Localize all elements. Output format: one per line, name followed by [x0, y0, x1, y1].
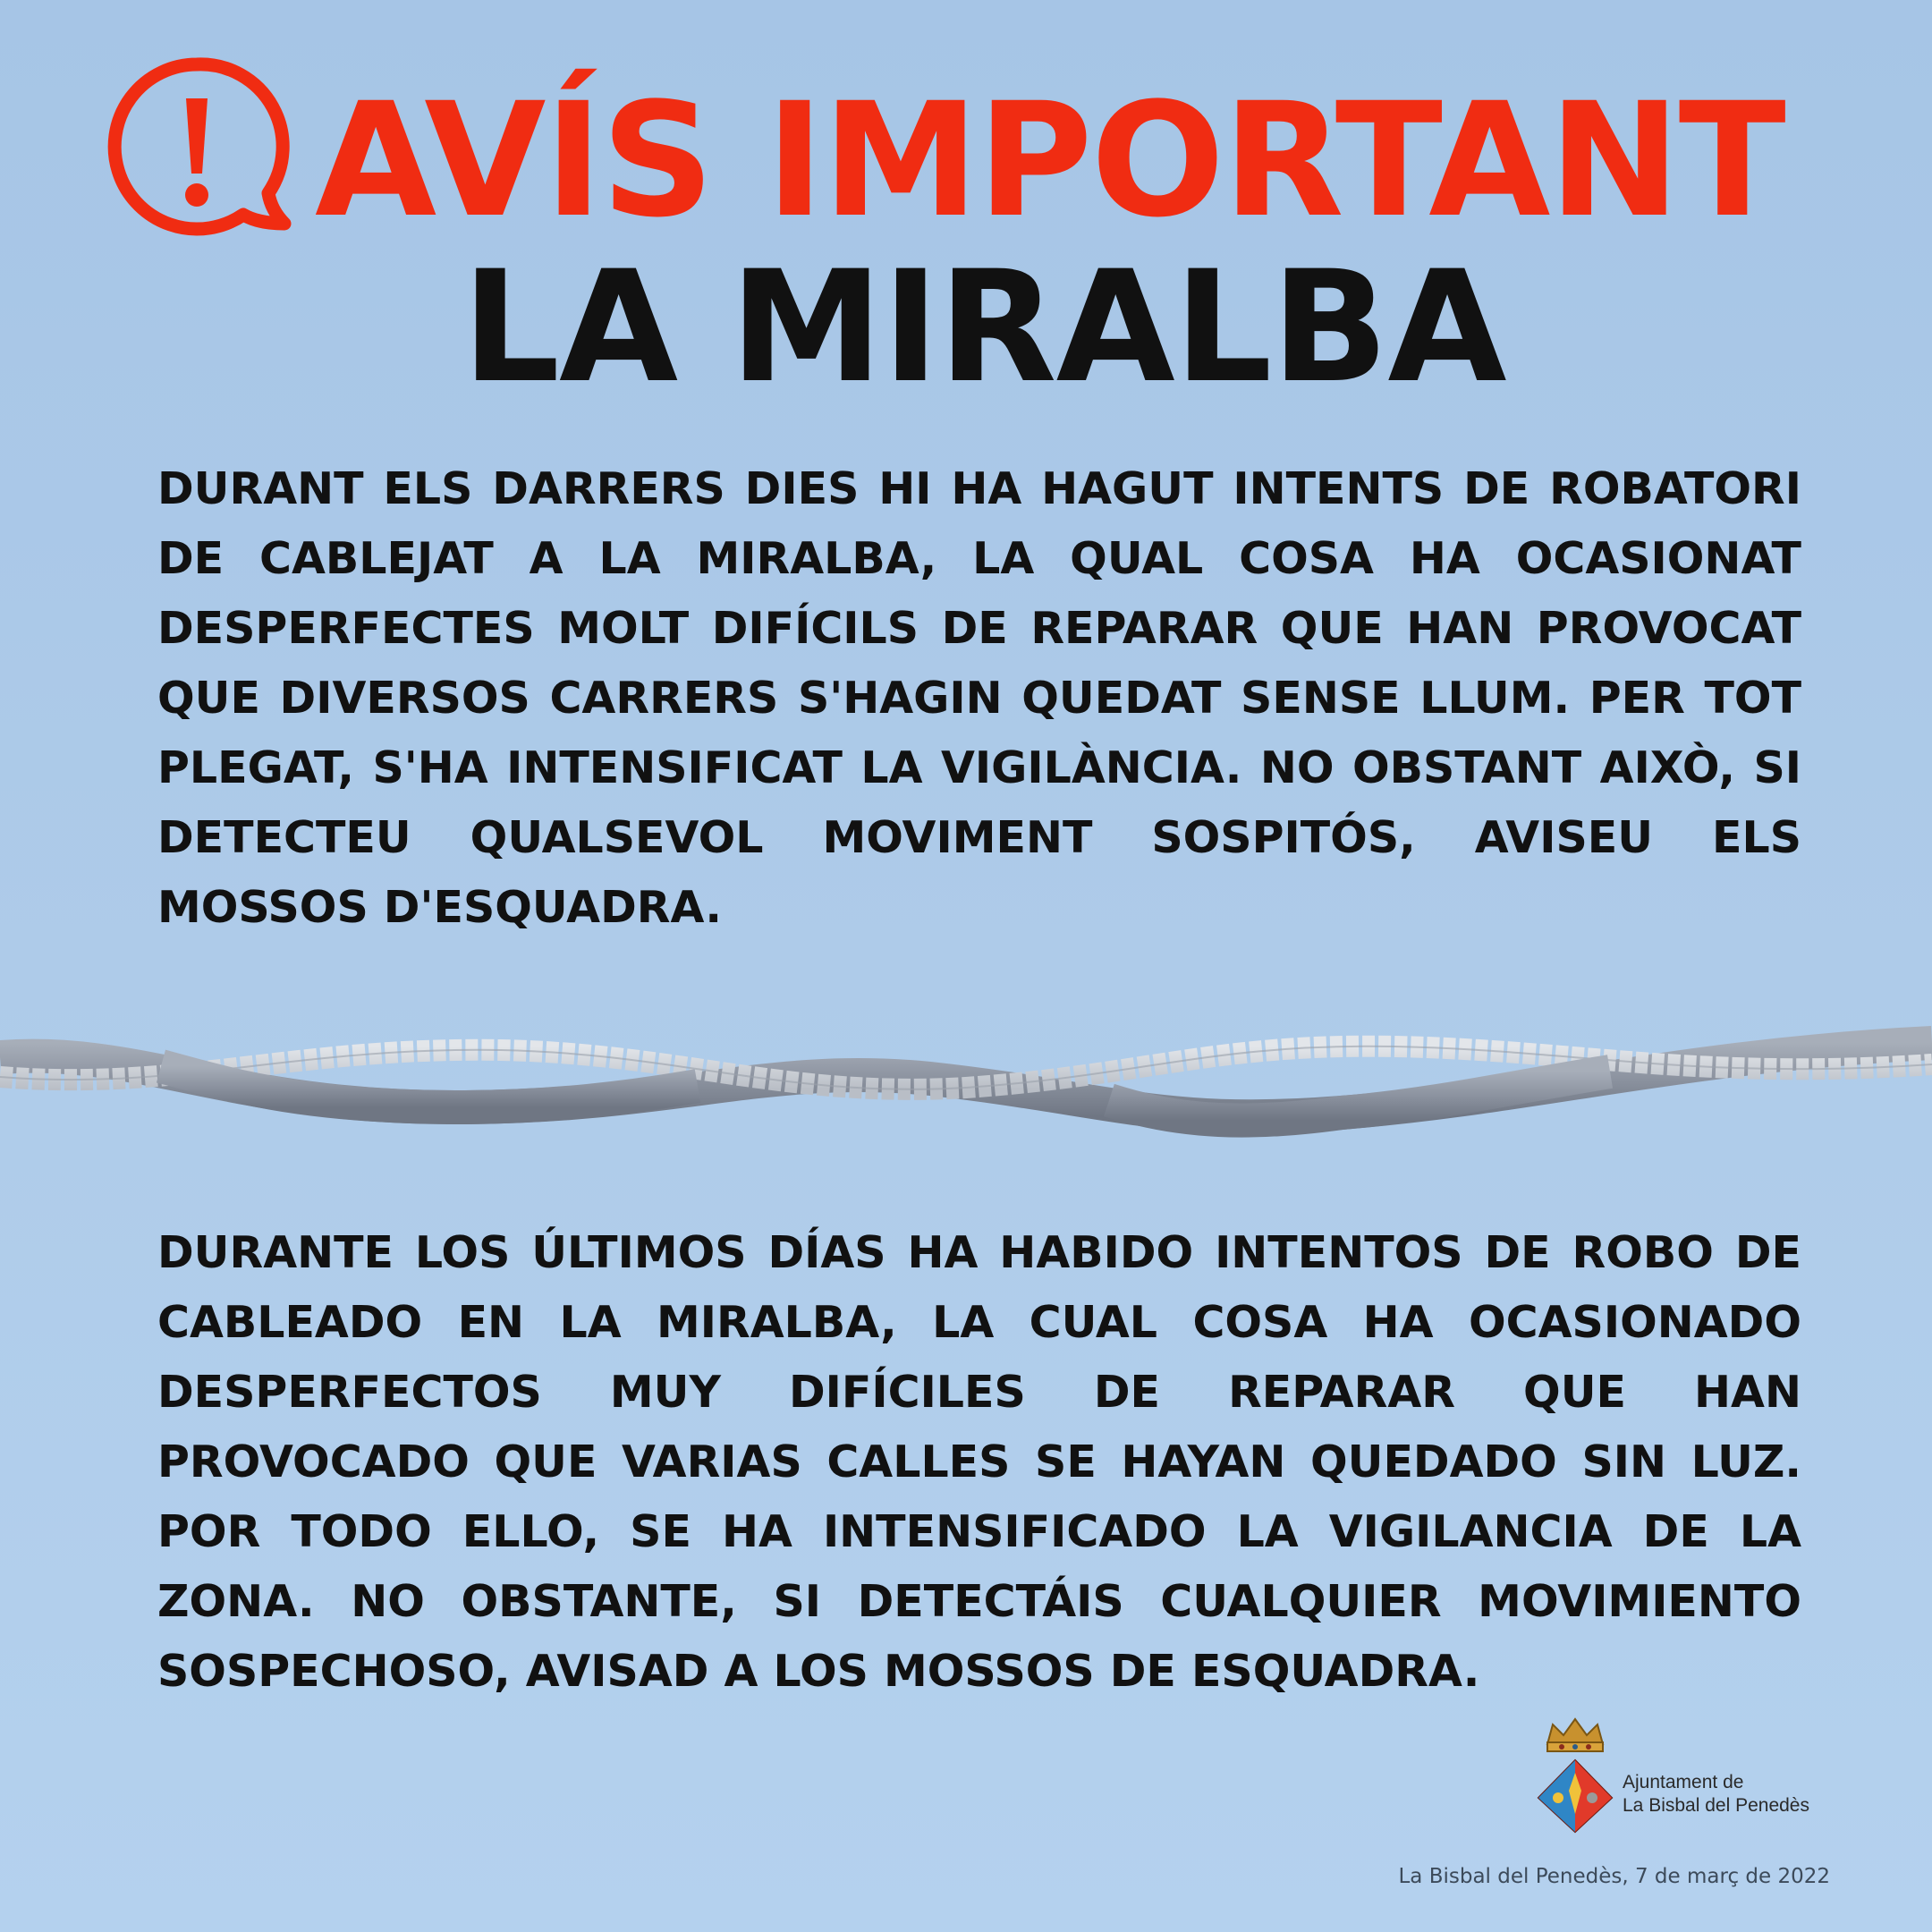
alert-speech-bubble-icon	[93, 52, 301, 242]
municipal-logo	[1535, 1717, 1830, 1834]
page-subtitle: LA MIRALBA	[462, 237, 1506, 417]
footer-date: La Bisbal del Penedès, 7 de març de 2022	[1398, 1865, 1830, 1888]
twisted-cable-image	[0, 993, 1932, 1145]
municipal-crest-icon	[1535, 1717, 1615, 1834]
page-title: AVÍS IMPORTANT	[315, 69, 1784, 252]
notice-text-spanish: DURANTE LOS ÚLTIMOS DÍAS HA HABIDO INTENTOS DE ROBO DE CABLEADO EN LA MIRALBA, LA CUAL COSA HA OCASIONADO DESPERFECTOS MUY DIFÍCILES DE REPARAR QUE HAN PROVOCADO QUE VARIAS CALLES SE HAYAN QUEDADO SIN LUZ. POR TODO ELLO, SE HA INTENSIFICADO LA VIGILANCIA DE LA ZONA. NO OBSTANTE, SI DETECTÁIS CUALQUIER MOVIMIENTO SOSPECHOSO, AVISAD A LOS MOSSOS DE ESQUADRA.	[157, 1227, 1801, 1697]
logo-line2: La Bisbal del Penedès	[1623, 1795, 1809, 1816]
logo-line1: Ajuntament de	[1623, 1772, 1744, 1792]
notice-text-catalan: DURANT ELS DARRERS DIES HI HA HAGUT INTENTS DE ROBATORI DE CABLEJAT A LA MIRALBA, LA QUAL COSA HA OCASIONAT DESPERFECTES MOLT DIFÍCILS DE REPARAR QUE HAN PROVOCAT QUE DIVERSOS CARRERS S'HAGIN QUEDAT SENSE LLUM. PER TOT PLEGAT, S'HA INTENSIFICAT LA VIGILÀNCIA. NO OBSTANT AIXÒ, SI DETECTEU QUALSEVOL MOVIMENT SOSPITÓS, AVISEU ELS MOSSOS D'ESQUADRA.	[157, 463, 1801, 933]
